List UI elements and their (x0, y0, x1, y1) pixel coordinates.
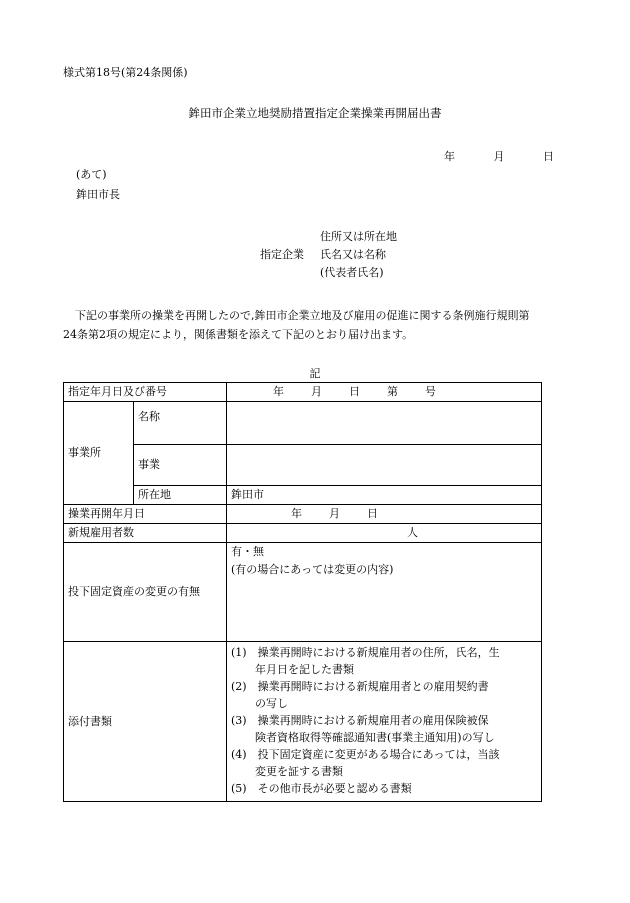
applicant-address-label: 住所又は所在地 (320, 230, 397, 243)
designation-year: 年 (273, 385, 284, 398)
applicant-name-label: 氏名又は名称 (320, 248, 386, 261)
office-business-field[interactable] (227, 445, 542, 486)
table-row (64, 524, 542, 543)
restart-month: 月 (329, 507, 340, 520)
body-text: 下記の事業所の操業を再開したので,鉾田市企業立地及び雇用の促進に関する条例施行規則第24条第2項の規定により，関係書類を添えて下記のとおり届け出ます。 (63, 309, 530, 341)
assets-change-label: 投下固定資産の変更の有無 (64, 543, 227, 642)
designation-dai: 第 (387, 385, 398, 398)
table-row (64, 445, 542, 486)
office-location-label: 所在地 (134, 486, 227, 505)
page-title: 鉾田市企業立地奨励措置指定企業操業再開届出書 (188, 106, 442, 120)
date-day-label: 日 (543, 150, 554, 163)
table-row (64, 402, 542, 445)
designation-value-cell[interactable] (227, 383, 542, 402)
addressee-honorific: (あて) (76, 168, 107, 181)
restart-date-label: 操業再開年月日 (64, 505, 227, 524)
list-item: (5) その他市長が必要と認める書類 (231, 782, 412, 795)
designation-label: 指定年月日及び番号 (64, 383, 227, 402)
restart-date-field[interactable] (227, 505, 542, 524)
table-row (64, 505, 542, 524)
table-row (64, 543, 542, 642)
table-row (64, 642, 542, 802)
new-hires-label: 新規雇用者数 (64, 524, 227, 543)
list-item: (2) 操業再開時における新規雇用者との雇用契約書 の写し (231, 680, 489, 710)
office-label: 事業所 (64, 402, 134, 505)
assets-change-field[interactable] (227, 543, 542, 642)
office-name-label: 名称 (134, 402, 227, 445)
submission-date (444, 150, 554, 164)
assets-yes-no: 有・無 (231, 545, 264, 558)
designation-day: 日 (349, 385, 360, 398)
new-hires-unit: 人 (407, 526, 418, 539)
applicant-representative-label: (代表者氏名) (320, 266, 384, 279)
date-year-label: 年 (444, 150, 455, 163)
office-name-field[interactable] (227, 402, 542, 445)
designation-go: 号 (425, 385, 436, 398)
restart-year: 年 (291, 507, 302, 520)
attachments-list (227, 642, 542, 802)
office-business-label: 事業 (134, 445, 227, 486)
form-table (63, 382, 542, 802)
assets-change-note: (有の場合にあっては変更の内容) (231, 563, 394, 576)
attachments-label: 添付書類 (64, 642, 227, 802)
applicant-company-label: 指定企業 (260, 248, 304, 261)
list-item: (4) 投下固定資産に変更がある場合にあっては，当該 変更を証する書類 (231, 748, 500, 778)
table-row (64, 383, 542, 402)
ki-heading: 記 (309, 367, 321, 380)
list-item: (1) 操業再開時における新規雇用者の住所，氏名，生 年月日を記した書類 (231, 646, 500, 676)
form-number: 様式第18号(第24条関係) (63, 66, 188, 79)
office-location-field[interactable]: 鉾田市 (227, 486, 542, 505)
restart-day: 日 (367, 507, 378, 520)
date-month-label: 月 (493, 150, 505, 163)
addressee-mayor: 鉾田市長 (76, 188, 120, 201)
list-item: (3) 操業再開時における新規雇用者の雇用保険被保 険者資格取得等確認通知書(事業主通知用)の写し (231, 714, 495, 744)
table-row (64, 486, 542, 505)
new-hires-field[interactable] (227, 524, 542, 543)
designation-month: 月 (311, 385, 322, 398)
